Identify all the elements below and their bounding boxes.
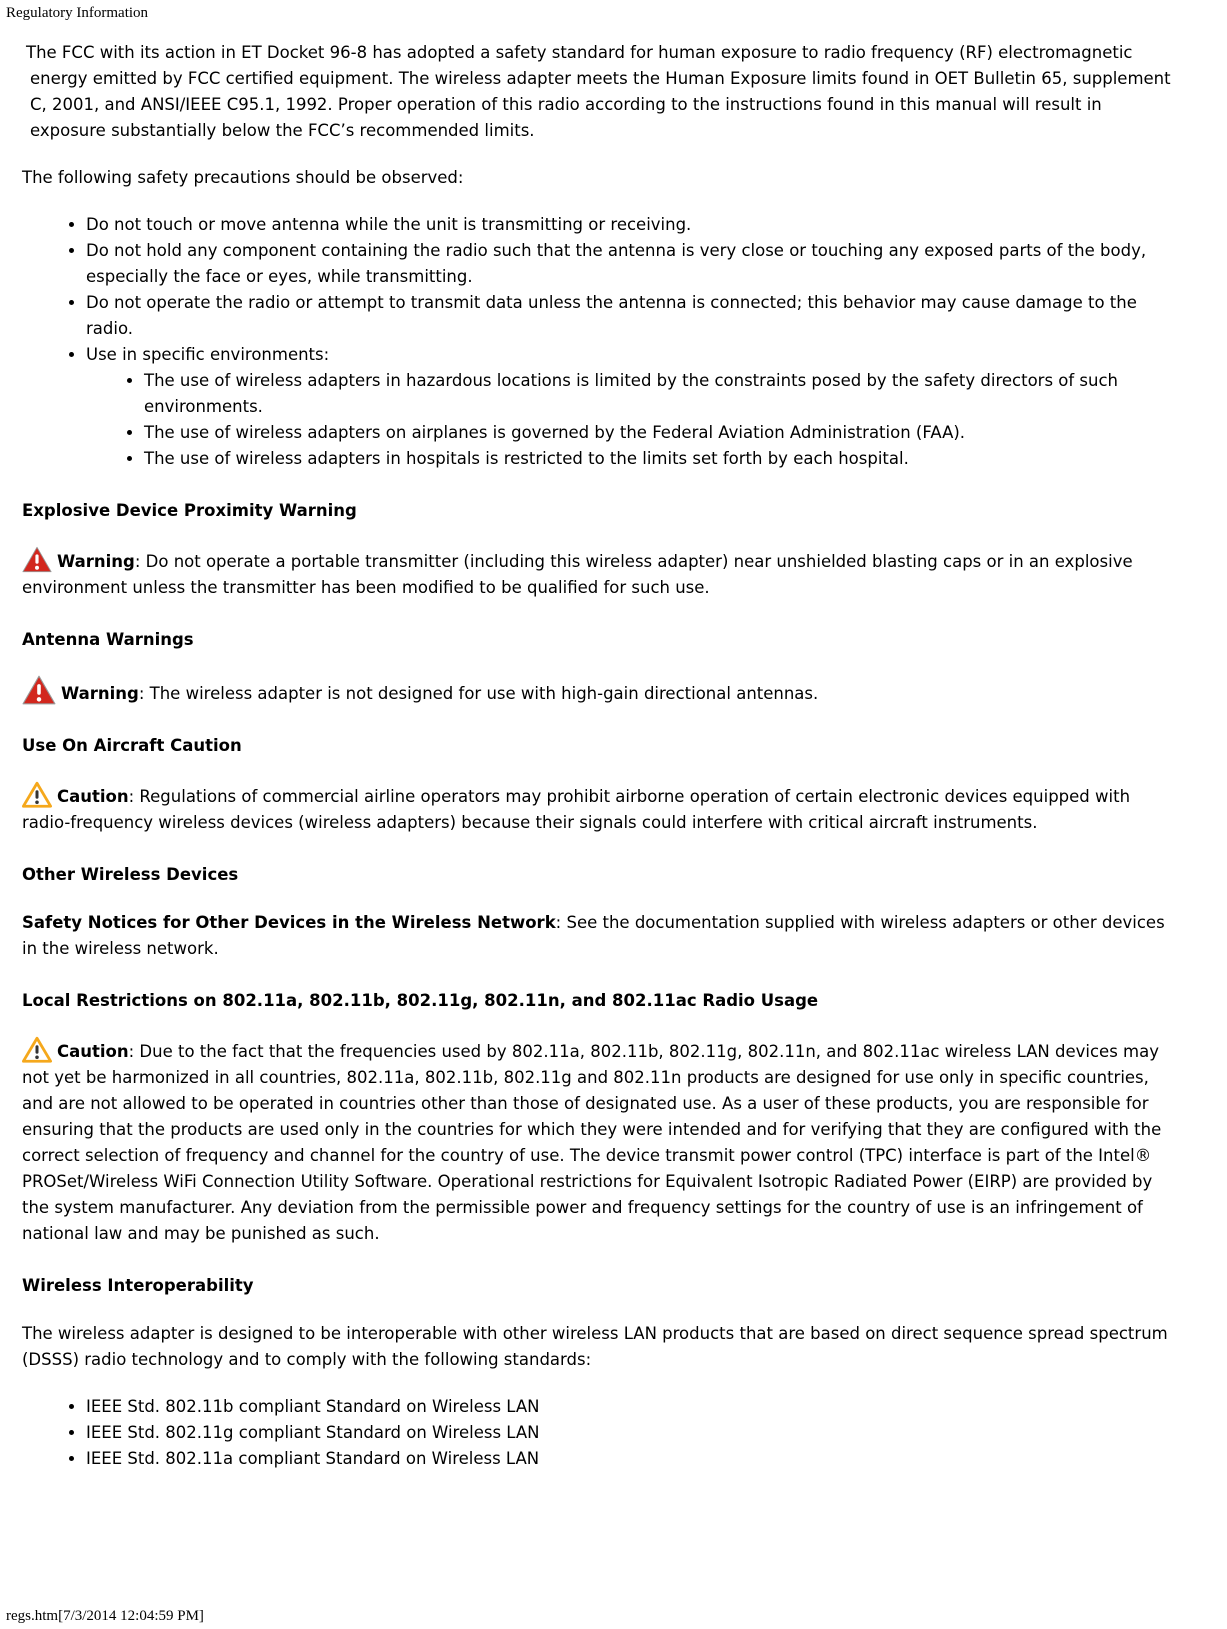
caution-icon (22, 1036, 52, 1063)
warning-text: : Do not operate a portable transmitter (including this wireless adapter) near unshielded blasting caps or in an explosive environment unless the transmitter has been modified to be qualified for such use. (22, 552, 1133, 597)
warning-label: Warning (61, 684, 139, 703)
list-item-text: Use in specific environments: (86, 345, 330, 364)
environments-list (86, 368, 1177, 472)
section-heading-interoperability: Wireless Interoperability (22, 1276, 254, 1295)
precautions-lead: The following safety precautions should be observed: (22, 168, 464, 187)
list-item-text: Do not hold any component containing the radio such that the antenna is very close or touching any exposed parts of the body, especially the face or eyes, while transmitting. (86, 241, 1147, 286)
section-heading-aircraft: Use On Aircraft Caution (22, 736, 242, 755)
interoperability-paragraph: The wireless adapter is designed to be interoperable with other wireless LAN products that are based on direct sequence spread spectrum (DSSS) radio technology and to comply with the following standards: (22, 1324, 1168, 1369)
standards-list (22, 1394, 1177, 1472)
list-item (86, 1446, 1177, 1472)
list-item-text: The use of wireless adapters on airplanes is governed by the Federal Aviation Administration (FAA). (144, 423, 966, 442)
caution-text: : Due to the fact that the frequencies used by 802.11a, 802.11b, 802.11g, 802.11n, and 802.11ac wireless LAN devices may not yet be harmonized in all countries, 802.11a, 802.11b, 802.11g and 802.11n products are designed for use only in specific countries, and are not allowed to be operated in countries other than those of designated use. As a user of these products, you are responsible for ensuring that the products are used only in the countries for which they were intended and for verifying that they are configured with the correct selection of frequency and channel for the country of use. The device transmit power control (TPC) interface is part of the Intel® PROSet/Wireless WiFi Connection Utility Software. Operational restrictions for Equivalent Isotropic Radiated Power (EIRP) are provided by the system manufacturer. Any deviation from the permissible power and frequency settings for the country of use is an infringement of national law and may be punished as such. (22, 1042, 1162, 1243)
list-item-text: IEEE Std. 802.11a compliant Standard on Wireless LAN (86, 1449, 540, 1468)
document-content (6, 30, 1219, 1472)
print-footer-filename: regs.htm[7/3/2014 12:04:59 PM] (6, 1608, 204, 1624)
warning-icon (22, 546, 52, 573)
warning-text: : The wireless adapter is not designed for use with high-gain directional antennas. (138, 684, 819, 703)
safety-notices-label: Safety Notices for Other Devices in the Wireless Network (22, 913, 556, 932)
caution-label: Caution (57, 1042, 129, 1061)
section-heading-other-devices: Other Wireless Devices (22, 865, 239, 884)
list-item (144, 368, 1177, 420)
other-devices-paragraph (22, 910, 1177, 962)
list-item-text: The use of wireless adapters in hazardous locations is limited by the constraints posed by the safety directors of such environments. (144, 371, 1119, 416)
list-item (144, 420, 1177, 446)
print-header-title: Regulatory Information (6, 5, 149, 21)
safety-notices-text: : See the documentation supplied with wireless adapters or other devices in the wireless network. (22, 913, 1165, 958)
list-item (86, 212, 1177, 238)
caution-text: : Regulations of commercial airline operators may prohibit airborne operation of certain electronic devices equipped with radio-frequency wireless devices (wireless adapters) because their signals could interfere with critical aircraft instruments. (22, 787, 1131, 832)
explosive-warning-paragraph (22, 546, 1177, 601)
list-item (86, 342, 1177, 472)
warning-icon (22, 675, 56, 705)
list-item-text: IEEE Std. 802.11g compliant Standard on Wireless LAN (86, 1423, 540, 1442)
list-item (86, 1420, 1177, 1446)
warning-label: Warning (57, 552, 135, 571)
section-heading-local-restrictions: Local Restrictions on 802.11a, 802.11b, 802.11g, 802.11n, and 802.11ac Radio Usage (22, 991, 819, 1010)
list-item (86, 1394, 1177, 1420)
list-item (86, 238, 1177, 290)
caution-label: Caution (57, 787, 129, 806)
local-restrictions-paragraph (22, 1036, 1177, 1247)
precautions-list (22, 212, 1177, 472)
antenna-warning-paragraph (22, 675, 1177, 707)
list-item (86, 290, 1177, 342)
list-item-text: IEEE Std. 802.11b compliant Standard on Wireless LAN (86, 1397, 540, 1416)
section-heading-explosive: Explosive Device Proximity Warning (22, 501, 357, 520)
list-item-text: The use of wireless adapters in hospitals is restricted to the limits set forth by each hospital. (144, 449, 909, 468)
section-heading-antenna: Antenna Warnings (22, 630, 194, 649)
fcc-intro-paragraph: The FCC with its action in ET Docket 96-8 has adopted a safety standard for human exposure to radio frequency (RF) electromagnetic energy emitted by FCC certified equipment. The wireless adapter meets the Human Exposure limits found in OET Bulletin 65, supplement C, 2001, and ANSI/IEEE C95.1, 1992. Proper operation of this radio according to the instructions found in this manual will result in exposure substantially below the FCC’s recommended limits. (26, 43, 1171, 140)
aircraft-caution-paragraph (22, 781, 1177, 836)
caution-icon (22, 781, 52, 808)
list-item (144, 446, 1177, 472)
list-item-text: Do not touch or move antenna while the unit is transmitting or receiving. (86, 215, 692, 234)
list-item-text: Do not operate the radio or attempt to transmit data unless the antenna is connected; this behavior may cause damage to the radio. (86, 293, 1137, 338)
